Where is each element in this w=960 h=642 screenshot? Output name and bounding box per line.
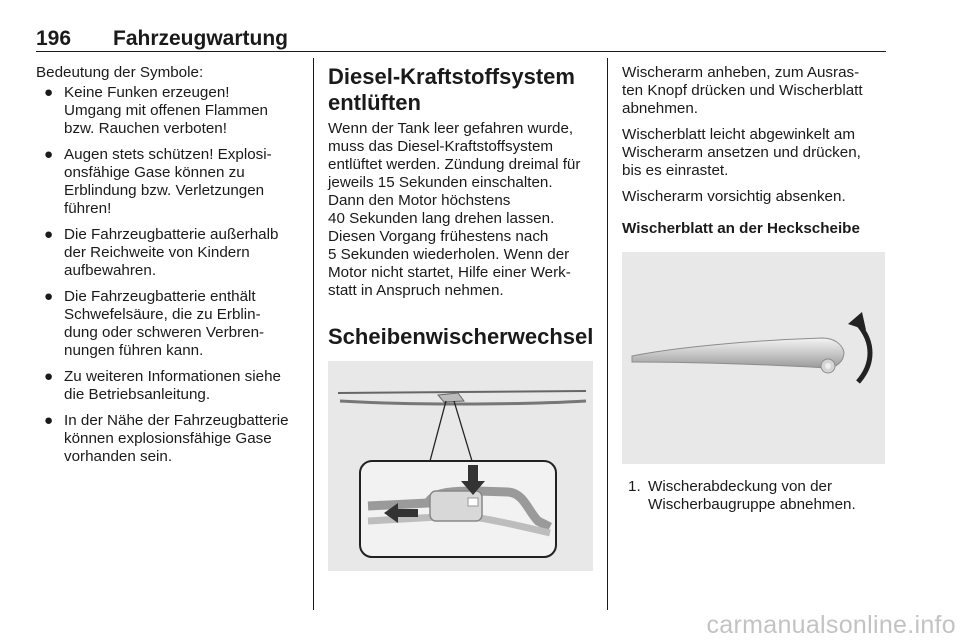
- heading-wiper-change: Scheibenwischerwechsel: [328, 324, 594, 349]
- bullet-icon: ●: [44, 368, 54, 385]
- bullet-icon: ●: [44, 84, 54, 101]
- symbol-list: [36, 84, 298, 466]
- list-item-text: In der Nähe der Fahrzeugbatterie können explosionsfähige Gase vorhanden sein.: [64, 412, 289, 465]
- column-divider-left: [313, 58, 314, 610]
- wiper-step-text-1: Wischerarm anheben, zum Ausras- ten Knopf drücken und Wischerblatt abnehmen.: [622, 64, 863, 117]
- list-item: [36, 288, 298, 360]
- list-item-text: Augen stets schützen! Explosi- onsfähige Gase können zu Erblindung bzw. Verletzungen führen!: [64, 146, 272, 217]
- list-item: [622, 478, 887, 514]
- list-item-text: Keine Funken erzeugen! Umgang mit offenen Flammen bzw. Rauchen verboten!: [64, 84, 269, 137]
- step-number: 1.: [628, 478, 641, 495]
- wiper-blade-drawing: [328, 361, 593, 571]
- column-left: [36, 64, 298, 474]
- diesel-venting-text: Wenn der Tank leer gefahren wurde, muss das Diesel-Kraftstoffsystem entlüftet werden. Zündung dreimal für jeweils 15 Sekunden einschalten. Dann den Motor höchstens 40 Sekunden lang drehen lassen. Diesen Vorgang frühestens nach 5 Sekunden wiederholen. Wenn der Motor nicht startet, Hilfe einer Werk- statt in Anspruch nehmen.: [328, 120, 581, 299]
- page-number: 196: [36, 27, 72, 50]
- watermark: carmanualsonline.info: [706, 611, 956, 639]
- wiper-step-text-3: Wischerarm vorsichtig absenken.: [622, 188, 846, 205]
- list-item-text: Zu weiteren Informationen siehe die Betriebsanleitung.: [64, 368, 281, 403]
- list-item-text: Die Fahrzeugbatterie enthält Schwefelsäure, die zu Erblin- dung oder schweren Verbren- nungen führen kann.: [64, 288, 265, 359]
- running-title: Fahrzeugwartung: [113, 27, 289, 50]
- bullet-icon: ●: [44, 288, 54, 305]
- wiper-step-text-2: Wischerblatt leicht abgewinkelt am Wischerarm ansetzen und drücken, bis es einrastet.: [622, 126, 861, 179]
- list-item-text: Die Fahrzeugbatterie außerhalb der Reichweite von Kindern aufbewahren.: [64, 226, 279, 279]
- column-divider-right: [607, 58, 608, 610]
- bullet-icon: ●: [44, 146, 54, 163]
- wiper-blade-illustration: [328, 361, 593, 571]
- heading-diesel-venting: Diesel-Kraftstoffsystem entlüften: [328, 64, 575, 115]
- symbols-intro: Bedeutung der Symbole:: [36, 64, 204, 81]
- heading-rear-wiper: Wischerblatt an der Heckscheibe: [622, 220, 860, 237]
- list-item: [36, 84, 298, 138]
- list-item: [36, 226, 298, 280]
- list-item: [36, 412, 298, 466]
- column-middle: [328, 64, 595, 571]
- page-header: [36, 27, 886, 52]
- bullet-icon: ●: [44, 412, 54, 429]
- step-text: Wischerabdeckung von der Wischerbaugruppe abnehmen.: [648, 478, 856, 513]
- column-right: [622, 64, 887, 514]
- rear-wiper-drawing: [622, 252, 885, 464]
- list-item: [36, 368, 298, 404]
- bullet-icon: ●: [44, 226, 54, 243]
- rear-wiper-steps: [622, 478, 887, 514]
- rear-wiper-illustration: [622, 252, 885, 464]
- list-item: [36, 146, 298, 218]
